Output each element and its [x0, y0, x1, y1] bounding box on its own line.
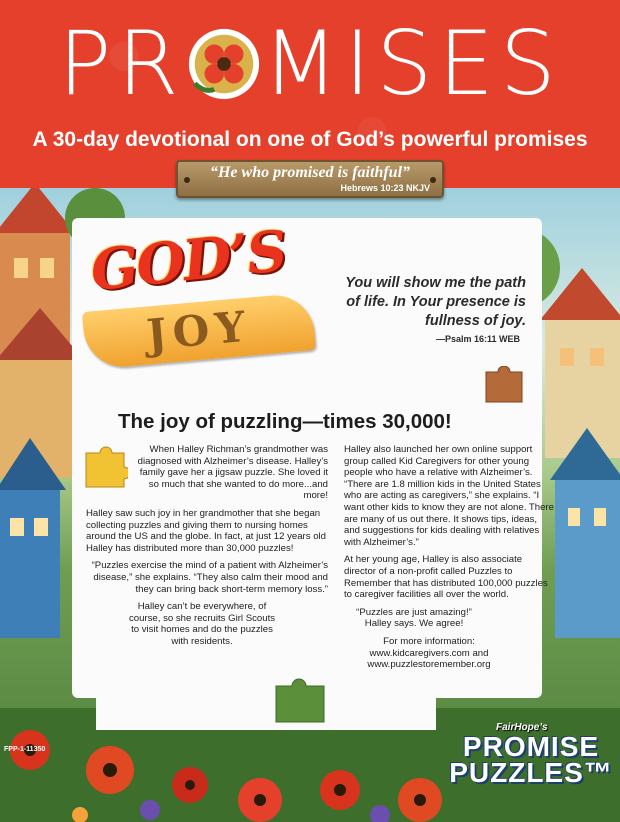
title-part-right: MISES	[262, 12, 562, 115]
gods-logo-text: GOD’S	[87, 217, 289, 305]
verse-reference: Hebrews 10:23 NKJV	[340, 183, 430, 193]
article-paragraph: Halley also launched her own online support group called Kid Caregivers for other young people who have a relative with Alzheimer’s. “There are 1.8 million kids in the United States who are acting as caregivers,” she explains. “I want other kids to know they are not alone. There are many of us out there. It shows tips, ideas, and suggestions for kids dealing with relatives with Alzheimer’s.”	[344, 444, 554, 548]
pull-quote: You will show me the path of life. In Your presence is fullness of joy.	[345, 275, 526, 329]
verse-quote: “He who promised is faithful”	[209, 164, 411, 181]
brand-fairhope: FairHope’s	[496, 722, 548, 733]
gods-joy-logo	[70, 217, 355, 373]
brand-line2: PUZZLES™	[449, 757, 613, 788]
puzzle-piece-icon	[482, 366, 526, 406]
article-left-column	[86, 444, 328, 654]
joy-banner	[82, 292, 316, 370]
link-puzzlestoremember[interactable]: www.puzzlestoremember.org	[367, 659, 491, 671]
article-right-column	[344, 444, 554, 677]
article-paragraph: “Puzzles are just amazing!” Halley says. We agree!	[356, 606, 472, 630]
article-headline: The joy of puzzling—times 30,000!	[118, 410, 452, 433]
article-paragraph: At her young age, Halley is also associate director of a non-profit called Puzzles to Remember that has distributed 100,000 puzzles to caregiver facilities all over the world.	[344, 554, 548, 601]
pull-quote-reference: —Psalm 16:11 WEB	[435, 334, 520, 344]
more-info-label: For more information:	[383, 635, 475, 647]
brand-line1: PROMISE	[462, 731, 600, 762]
page-subtitle: A 30-day devotional on one of God’s powerful promises	[32, 128, 588, 151]
title-part-left: PR	[58, 12, 185, 115]
link-kidcaregivers[interactable]: www.kidcaregivers.com and	[369, 647, 489, 659]
product-code: FPP-1-11350	[4, 746, 46, 753]
article-paragraph: Halley can’t be everywhere, of course, so she recruits Girl Scouts to visit homes and do the puzzles with residents.	[128, 601, 276, 647]
article-paragraph: When Halley Richman’s grandmother was diagnosed with Alzheimer’s disease. Halley’s family gave her a jigsaw puzzle. She loved it so much that she wanted to do more...and more!	[137, 444, 328, 502]
joy-logo-text: JOY	[144, 301, 254, 360]
promise-puzzles-brand	[446, 722, 616, 788]
article-paragraph: “Puzzles exercise the mind of a patient with Alzheimer’s disease,” she explains. “They also calm their mood and they can bring back short-term memory loss.”	[91, 560, 328, 595]
page-title	[0, 14, 620, 114]
verse-plaque	[176, 160, 444, 198]
article-paragraph: Halley saw such joy in her grandmother that she began collecting puzzles and giving them to nursing homes around the US and the globe. In fact, at just 12 years old Halley has distributed more than 30,000 puzzles!	[86, 507, 326, 554]
brand-name	[446, 731, 616, 788]
puzzle-flower-icon	[185, 25, 263, 103]
